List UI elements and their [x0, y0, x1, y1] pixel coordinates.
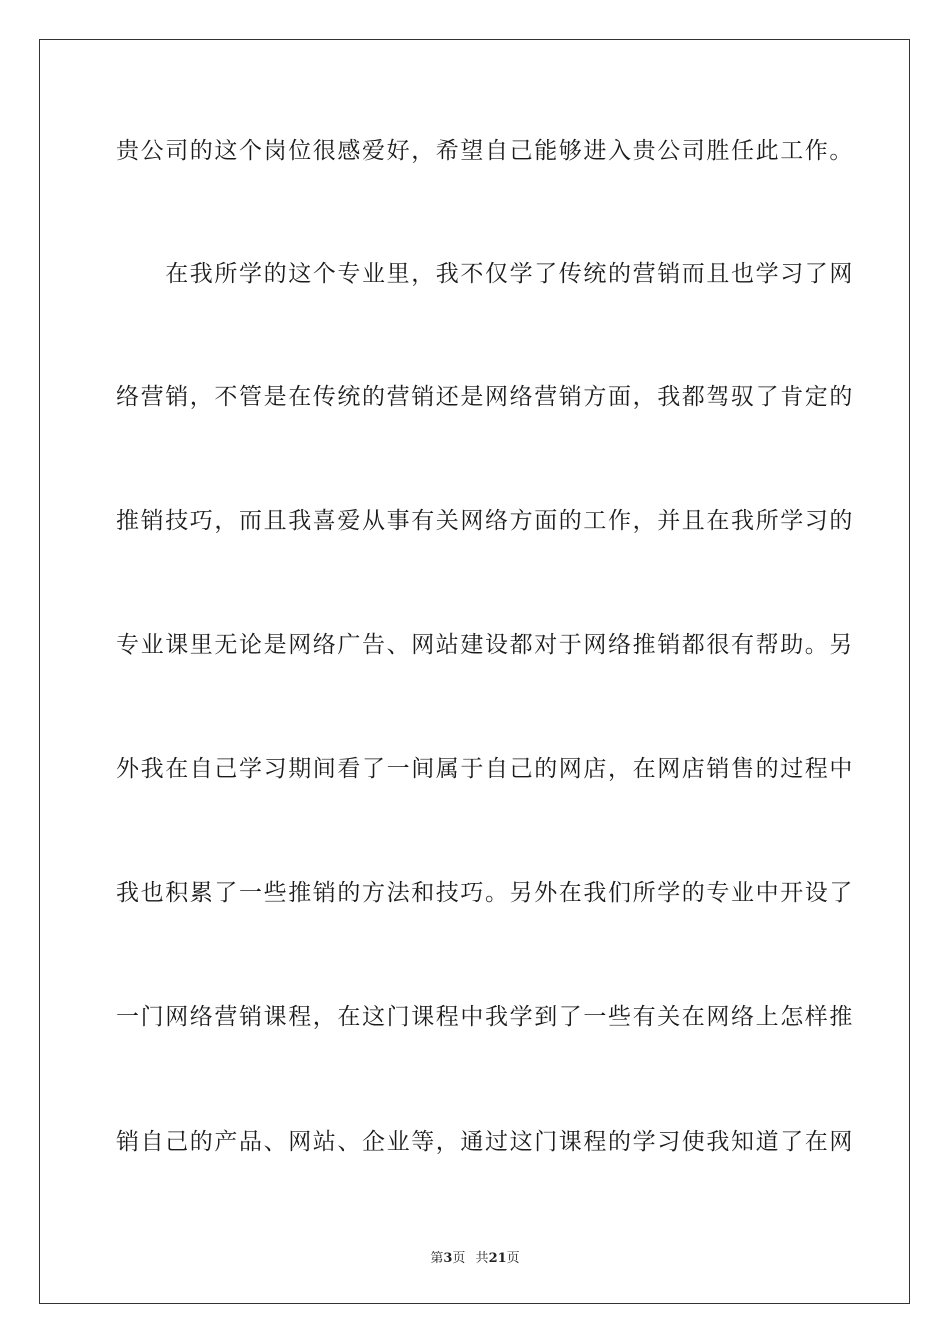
body-text-line: 在我所学的这个专业里，我不仅学了传统的营销而且也学习了网: [116, 261, 854, 287]
body-text-line: 销自己的产品、网站、企业等，通过这门课程的学习使我知道了在网: [116, 1129, 854, 1155]
body-text-line: 外我在自己学习期间看了一间属于自己的网店，在网店销售的过程中: [116, 756, 854, 782]
body-text-line: 贵公司的这个岗位很感爱好，希望自己能够进入贵公司胜任此工作。: [116, 138, 854, 164]
body-text-line: 络营销，不管是在传统的营销还是网络营销方面，我都驾驭了肯定的: [116, 384, 854, 410]
page-indicator: 第3页: [430, 1251, 466, 1266]
body-text-line: 推销技巧，而且我喜爱从事有关网络方面的工作，并且在我所学习的: [116, 508, 854, 534]
total-pages-indicator: 共21页: [475, 1251, 520, 1266]
body-text-line: 我也积累了一些推销的方法和技巧。另外在我们所学的专业中开设了: [116, 880, 854, 906]
page-border: [39, 39, 910, 1304]
body-text-line: 专业课里无论是网络广告、网站建设都对于网络推销都很有帮助。另: [116, 632, 854, 658]
body-text-line: 一门网络营销课程，在这门课程中我学到了一些有关在网络上怎样推: [116, 1004, 854, 1030]
page-footer: [0, 1247, 950, 1266]
